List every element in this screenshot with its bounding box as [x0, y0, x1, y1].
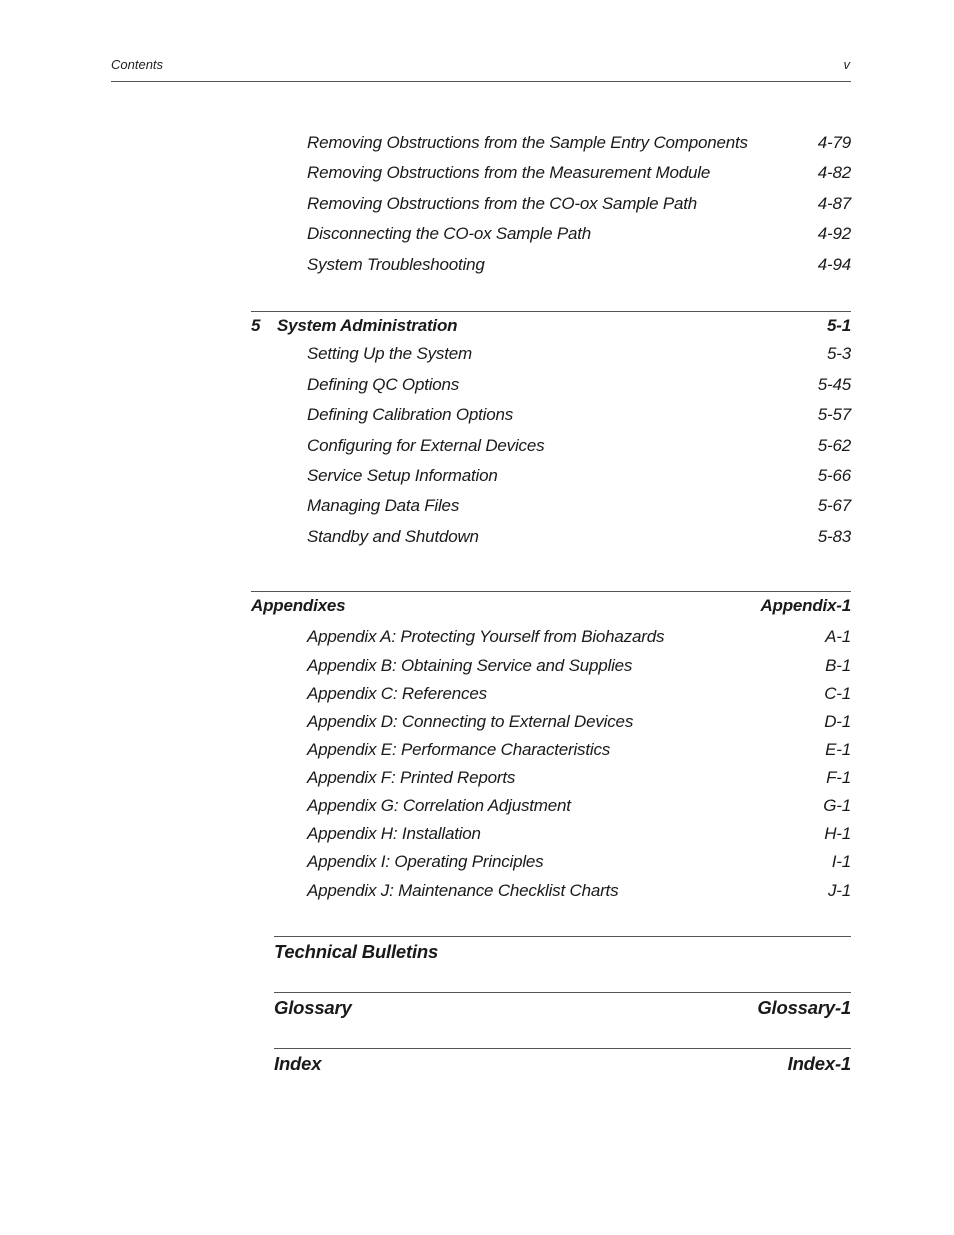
appendixes-page: Appendix-1 [760, 596, 851, 615]
toc-entry-title: System Troubleshooting [307, 255, 485, 274]
index-heading[interactable] [274, 1053, 851, 1075]
toc-entry[interactable] [307, 343, 851, 365]
toc-entry-title: Removing Obstructions from the CO-ox Sample Path [307, 194, 698, 213]
technical-bulletins-heading[interactable] [274, 941, 851, 963]
chapter-title: System Administration [277, 316, 458, 335]
toc-entry-page: 5-45 [817, 375, 851, 394]
toc-entry-title: Appendix J: Maintenance Checklist Charts [307, 881, 619, 900]
toc-entry[interactable] [307, 626, 851, 648]
toc-entry-page: 5-62 [817, 436, 851, 455]
technical-bulletins-title: Technical Bulletins [274, 941, 439, 962]
toc-entry-page: I-1 [831, 852, 851, 871]
index-page: Index-1 [787, 1053, 851, 1074]
toc-entry-page: 4-92 [817, 224, 851, 243]
toc-entry-page: 5-67 [817, 496, 851, 515]
toc-entry-title: Appendix C: References [307, 684, 487, 703]
toc-entry-title: Defining QC Options [307, 375, 460, 394]
glossary-heading[interactable] [274, 997, 851, 1019]
toc-entry-title: Defining Calibration Options [307, 405, 514, 424]
toc-entry-page: 5-83 [817, 527, 851, 546]
toc-entry-title: Appendix D: Connecting to External Devices [307, 712, 634, 731]
toc-entry[interactable] [307, 223, 851, 245]
toc-entry[interactable] [307, 404, 851, 426]
section-divider [251, 311, 851, 312]
toc-entry-title: Disconnecting the CO-ox Sample Path [307, 224, 592, 243]
toc-entry[interactable] [307, 193, 851, 215]
appendixes-heading[interactable] [251, 595, 851, 617]
toc-entry[interactable] [307, 683, 851, 705]
toc-entry[interactable] [307, 711, 851, 733]
toc-entry-page: A-1 [825, 627, 851, 646]
toc-entry-title: Standby and Shutdown [307, 527, 479, 546]
toc-entry-page: E-1 [825, 740, 851, 759]
toc-entry-title: Setting Up the System [307, 344, 472, 363]
toc-entry-title: Appendix F: Printed Reports [307, 768, 516, 787]
toc-entry-title: Appendix B: Obtaining Service and Supplies [307, 656, 633, 675]
toc-entry[interactable] [307, 435, 851, 457]
toc-entry[interactable] [307, 655, 851, 677]
section-divider [274, 992, 851, 993]
toc-entry-title: Managing Data Files [307, 496, 460, 515]
toc-entry-title: Appendix G: Correlation Adjustment [307, 796, 571, 815]
page-number: v [843, 57, 850, 72]
toc-entry-title: Appendix I: Operating Principles [307, 852, 544, 871]
toc-entry[interactable] [307, 374, 851, 396]
toc-entry-title: Removing Obstructions from the Measurement Module [307, 163, 711, 182]
toc-entry-page: 4-87 [817, 194, 851, 213]
section-divider [274, 1048, 851, 1049]
chapter-heading[interactable] [251, 315, 851, 337]
toc-entry[interactable] [307, 823, 851, 845]
toc-entry[interactable] [307, 739, 851, 761]
toc-entry[interactable] [307, 767, 851, 789]
toc-entry[interactable] [307, 465, 851, 487]
toc-entry-page: D-1 [824, 712, 851, 731]
toc-entry-title: Appendix E: Performance Characteristics [307, 740, 611, 759]
toc-entry[interactable] [307, 132, 851, 154]
toc-entry-page: 5-66 [817, 466, 851, 485]
toc-entry[interactable] [307, 526, 851, 548]
toc-entry-page: J-1 [827, 881, 851, 900]
toc-entry-title: Service Setup Information [307, 466, 498, 485]
toc-entry-page: H-1 [824, 824, 851, 843]
header-divider [111, 81, 851, 82]
toc-entry-title: Configuring for External Devices [307, 436, 545, 455]
toc-entry-title: Removing Obstructions from the Sample Entry Components [307, 133, 748, 152]
toc-entry[interactable] [307, 880, 851, 902]
toc-entry[interactable] [307, 162, 851, 184]
toc-entry-page: 5-3 [827, 344, 851, 363]
toc-entry[interactable] [307, 495, 851, 517]
toc-entry[interactable] [307, 795, 851, 817]
section-divider [251, 591, 851, 592]
toc-entry[interactable] [307, 254, 851, 276]
toc-entry-page: 4-94 [817, 255, 851, 274]
toc-entry-title: Appendix A: Protecting Yourself from Biohazards [307, 627, 665, 646]
toc-entry[interactable] [307, 851, 851, 873]
toc-entry-page: F-1 [826, 768, 851, 787]
toc-entry-page: C-1 [824, 684, 851, 703]
glossary-title: Glossary [274, 997, 352, 1018]
chapter-number: 5 [251, 316, 261, 335]
section-divider [274, 936, 851, 937]
index-title: Index [274, 1053, 322, 1074]
toc-entry-page: 4-79 [817, 133, 851, 152]
toc-entry-page: B-1 [825, 656, 851, 675]
chapter-page: 5-1 [827, 316, 851, 335]
toc-entry-title: Appendix H: Installation [307, 824, 481, 843]
toc-entry-page: 4-82 [817, 163, 851, 182]
glossary-page: Glossary-1 [757, 997, 851, 1018]
running-header-title: Contents [111, 57, 164, 72]
appendixes-title: Appendixes [251, 596, 346, 615]
toc-entry-page: 5-57 [817, 405, 851, 424]
toc-entry-page: G-1 [823, 796, 851, 815]
